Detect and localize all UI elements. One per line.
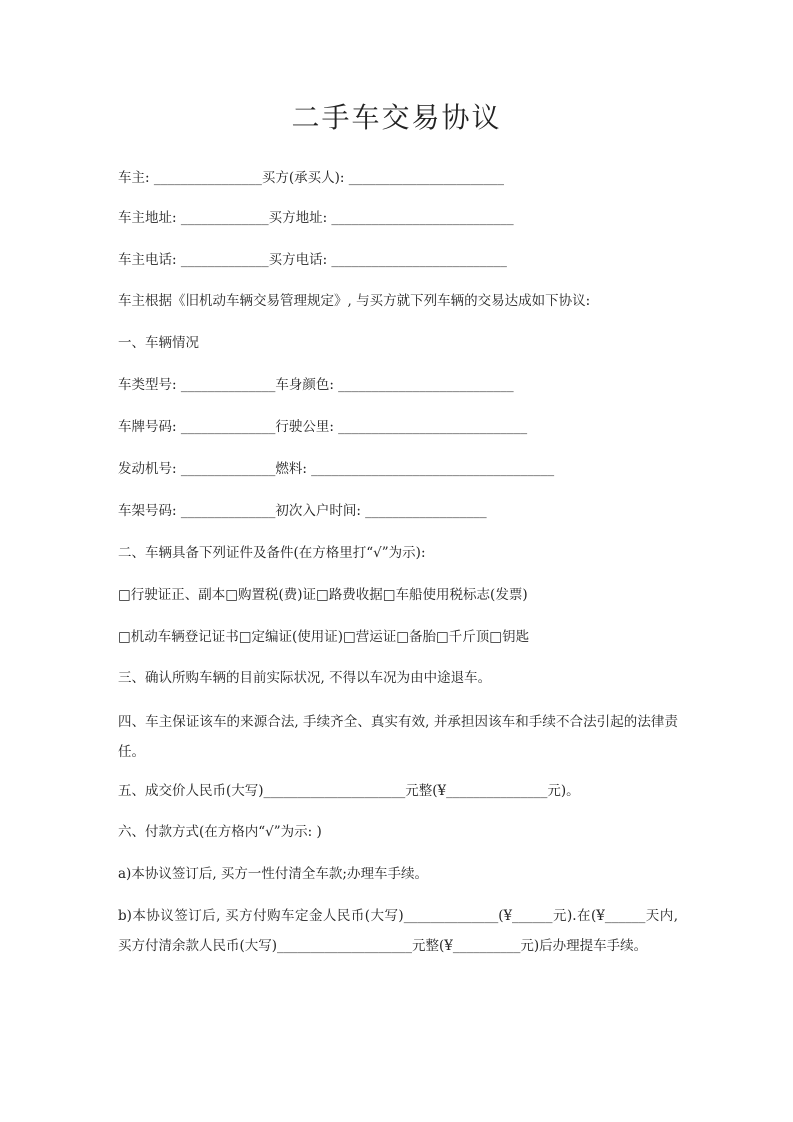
documents-checklist-1: □行驶证正、副本□购置税(费)证□路费收据□车船使用税标志(发票) bbox=[118, 587, 528, 603]
address-line: 车主地址: _____________买方地址: ___________________________ bbox=[118, 210, 514, 226]
vin-registration-line: 车架号码: ______________初次入户时间: __________________ bbox=[118, 503, 487, 519]
section-4: 四、车主保证该车的来源合法, 手续齐全、真实有效, 并承担因该车和手续不合法引起的法律责任。 bbox=[118, 714, 678, 760]
phone-line: 车主电话: _____________买方电话: __________________________ bbox=[118, 252, 507, 268]
section-1-heading: 一、车辆情况 bbox=[118, 335, 199, 351]
owner-buyer-line: 车主: ________________买方(承买人): _______________________ bbox=[118, 170, 504, 186]
payment-option-b: b)本协议签订后, 买方付购车定金人民币(大写)______________(¥______元).在(¥______天内, 买方付清余款人民币(大写)____________________元整(¥__________元)后办理提车手续。 bbox=[118, 908, 678, 954]
payment-option-a: a)本协议签订后, 买方一性付清全车款;办理车手续。 bbox=[118, 866, 428, 882]
section-6-heading: 六、付款方式(在方格内“√”为示: ) bbox=[118, 824, 322, 840]
section-5-price: 五、成交价人民币(大写)_____________________元整(¥_______________元)。 bbox=[118, 783, 580, 799]
engine-fuel-line: 发动机号: ______________燃料: ____________________________________ bbox=[118, 461, 555, 477]
preamble: 车主根据《旧机动车辆交易管理规定》, 与买方就下列车辆的交易达成如下协议: bbox=[118, 293, 591, 309]
document-title: 二手车交易协议 bbox=[291, 101, 502, 134]
section-2-heading: 二、车辆具备下列证件及备件(在方格里打“√”为示): bbox=[118, 545, 426, 561]
plate-mileage-line: 车牌号码: ______________行驶公里: ____________________________ bbox=[118, 419, 528, 435]
documents-checklist-2: □机动车辆登记证书□定编证(使用证)□营运证□备胎□千斤顶□钥匙 bbox=[118, 629, 530, 645]
vehicle-model-line: 车类型号: ______________车身颜色: __________________________ bbox=[118, 377, 514, 393]
section-3: 三、确认所购车辆的目前实际状况, 不得以车况为由中途退车。 bbox=[118, 670, 492, 686]
